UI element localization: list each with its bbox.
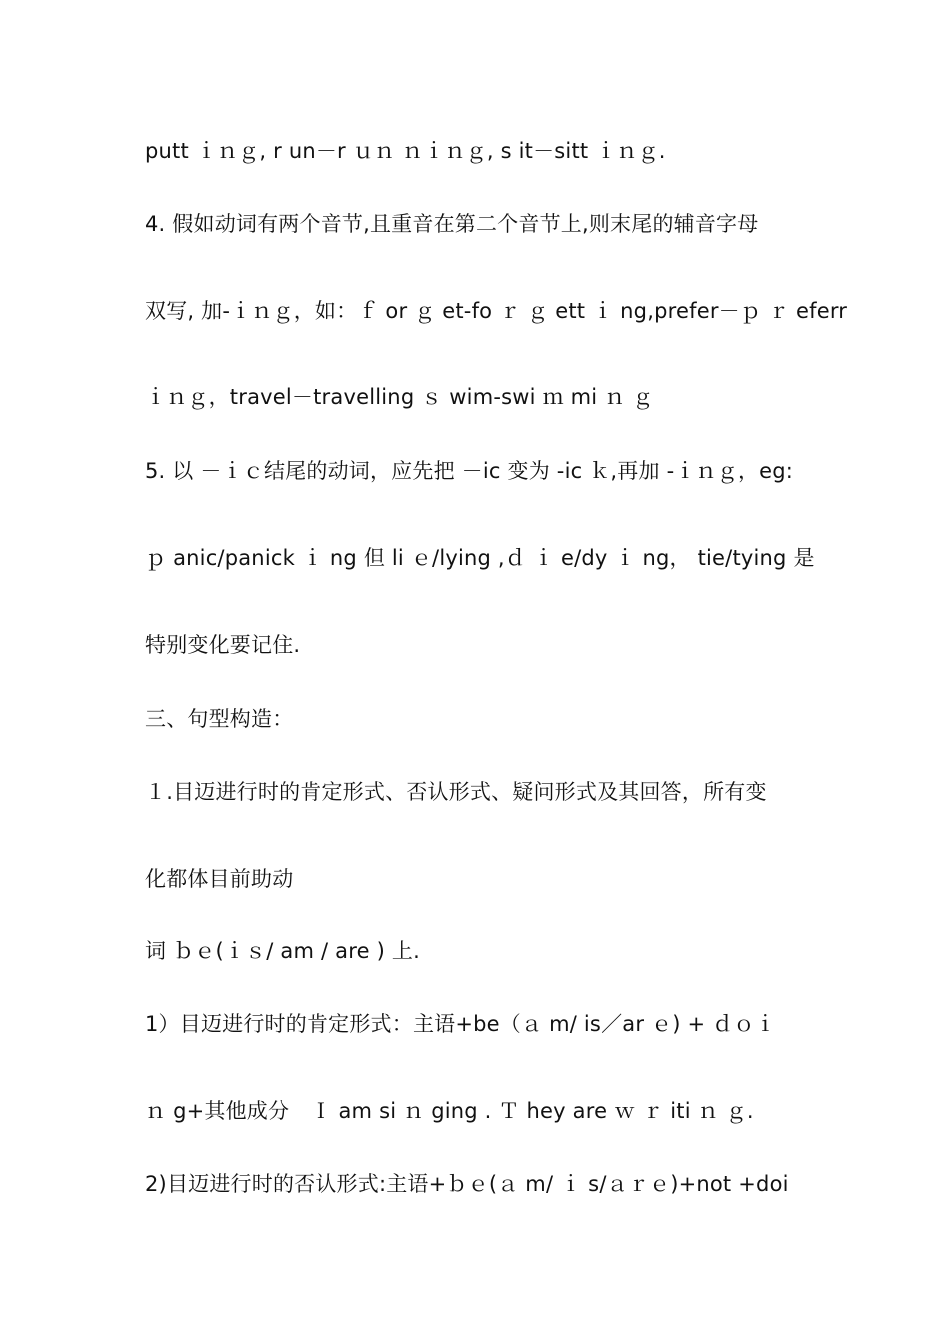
text-line: ｎ g+其他成分 Ｉ am si ｎ ging . Ｔ hey are ｗ ｒ iti ｎ ｇ. (145, 1099, 754, 1123)
text-line: 特别变化要记住. (145, 633, 301, 657)
text-line: 5. 以 －ｉｃ结尾的动词，应先把 －ic 变为 -ic ｋ,再加 -ｉｎｇ，eg: (145, 459, 794, 483)
text-line: １.目迈进行时的肯定形式、否认形式、疑问形式及其回答，所有变 (145, 780, 767, 804)
text-line: 词 ｂｅ(ｉｓ/ am / are ) 上. (145, 939, 420, 963)
text-line: 2)目迈进行时的否认形式:主语+ｂｅ(ａ m/ ｉ s/ａｒｅ)+not +doi (145, 1172, 789, 1196)
text-line: 4. 假如动词有两个音节,且重音在第二个音节上,则末尾的辅音字母 (145, 212, 759, 236)
section-heading: 三、句型构造： (145, 707, 294, 731)
text-line: 双写, 加-ｉｎｇ，如：ｆ or ｇ et-fo ｒ ｇ ett ｉ ng,prefer－ｐ ｒ eferr (145, 299, 848, 323)
text-line: ｐ anic/panick ｉ ng 但 li ｅ/lying ,ｄ ｉ e/dy ｉ ng， tie/tying 是 (145, 546, 815, 570)
text-line: ｉｎｇ，travel－travelling ｓ wim-swi ｍ mi ｎ ｇ (145, 385, 654, 409)
text-line: putt ｉｎｇ, r un－r ｕｎ ｎｉｎｇ, s it－sitt ｉｎｇ. (145, 139, 666, 163)
text-line: 化都体目前助动 (145, 867, 294, 891)
text-line: 1）目迈进行时的肯定形式：主语+be（ａ m/ is／ar ｅ) + ｄｏｉ (145, 1012, 776, 1036)
